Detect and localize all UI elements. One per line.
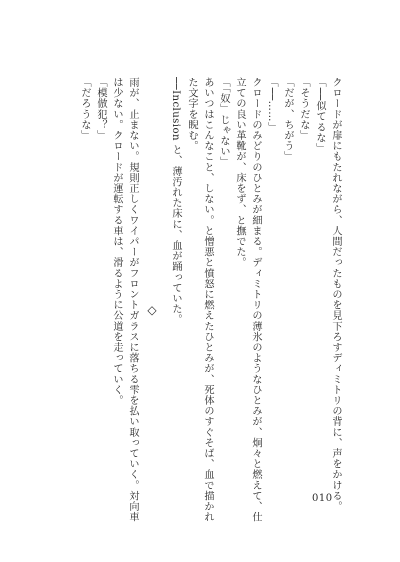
text-line: 雨が、止まない。規則正しくワイパーがフロントガラスに落ちる雫を払い取っていく。対向車 — [127, 77, 138, 523]
text-line: 「──似てるな」 — [314, 77, 325, 154]
text-line: 「そうだな」 — [298, 77, 309, 141]
text-line: ──Inclusion と、薄汚れた床に、血が踊っていた。 — [170, 77, 181, 325]
text-line: 立ての良い革靴が、床をず、と撫でた。 — [234, 77, 245, 268]
text-line: は少ない。クロードが運転する車は、滑るように公道を走っていく。 — [111, 77, 122, 406]
text-line: 「だろうな」 — [79, 77, 90, 141]
text-line: 「「奴」じゃない」 — [218, 77, 229, 168]
text-line: クロードが扉にもたれながら、人間だったものを見下ろすディミトリの背に、声をかける。 — [330, 77, 341, 512]
text-line: 「──……」 — [266, 77, 277, 133]
text-line: 「模倣犯？」 — [95, 77, 106, 141]
text-line: あいつはこんなこと、しない。と憎悪と憤怒に燃えたひとみが、死体のすぐそば、血で描かれ — [202, 77, 213, 523]
text-line: た文字を睨む。 — [186, 77, 197, 152]
text-line: 「だが、ちがう」 — [282, 77, 293, 162]
section-break-ornament: ◇ — [147, 303, 157, 317]
page-number: 010 — [312, 493, 333, 504]
text-line: クロードのみどりのひとみが細まる。ディミトリの薄氷のようなひとみが、炯々と燃えて、仕 — [250, 77, 261, 523]
